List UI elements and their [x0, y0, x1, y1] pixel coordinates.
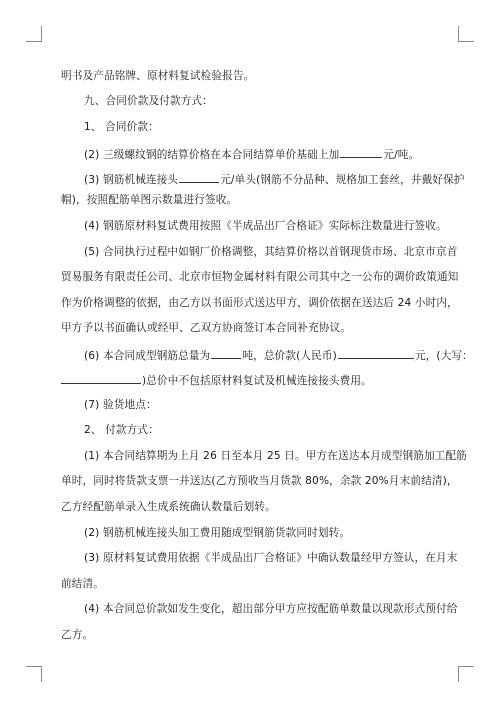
paragraph-text: )总价中不包括原材料复试及机械连接接头费用。	[142, 375, 372, 387]
text-line	[0, 321, 500, 335]
blank-field	[179, 171, 219, 183]
crop-mark-top-right	[458, 26, 474, 42]
text-line	[0, 296, 500, 310]
subsection-heading	[0, 423, 500, 437]
paragraph-text: 贸易服务有限责任公司、北京市恒物金属材料有限公司其中之一公布的调价政策通知	[61, 271, 459, 283]
paragraph-text: (5) 合同执行过程中如钢厂价格调整，其结算价格以首钢现货市场、北京市京首	[84, 246, 458, 258]
paragraph-text: 明书及产品铭牌、原材料复试检验报告。	[61, 70, 255, 82]
text-line	[0, 551, 500, 565]
paragraph-text: 元/吨。	[383, 149, 420, 161]
crop-mark-top-left	[26, 26, 42, 42]
blank-field	[340, 146, 382, 158]
text-line	[0, 69, 500, 83]
paragraph-text: 单时，同时将货款支票一并送达(乙方预收当月货款 80%，余款 20%月末前结清)，	[61, 475, 458, 487]
text-line	[0, 628, 500, 642]
paragraph-text: (4) 本合同总价款如发生变化，超出部分甲方应按配筋单数量以现款形式预付给	[84, 603, 458, 615]
blank-field	[338, 347, 414, 359]
paragraph-text: 乙方。	[61, 629, 94, 641]
text-line	[0, 171, 500, 187]
paragraph-text: 作为价格调整的依据，由乙方以书面形式送达甲方，调价依据在送达后 24 小时内，	[61, 297, 458, 309]
subsection-heading	[0, 120, 500, 134]
text-line	[0, 347, 500, 363]
paragraph-text: (6) 本合同成型钢筋总量为	[84, 350, 211, 362]
section-heading	[0, 94, 500, 108]
text-line	[0, 398, 500, 412]
paragraph-text: 前结清。	[61, 578, 104, 590]
text-line	[0, 270, 500, 284]
text-line	[0, 245, 500, 259]
paragraph-text: 元，(大写：	[414, 350, 473, 362]
paragraph-text: 元/单头(钢筋不分品种、规格加工套丝，并戴好保护	[220, 174, 465, 186]
paragraph-text: (2) 三级螺纹钢的结算价格在本合同结算单价基础上加	[84, 149, 340, 161]
crop-mark-bottom-left	[26, 666, 42, 682]
paragraph-text: (3) 钢筋机械连接头	[84, 174, 179, 186]
paragraph-text: (1) 本合同结算期为上月 26 日至本月 25 日。甲方在送达本月成型钢筋加工配筋	[84, 450, 467, 462]
text-line	[0, 372, 500, 388]
crop-mark-bottom-right	[458, 666, 474, 682]
paragraph-text: 吨，总价款(人民币)	[242, 350, 337, 362]
heading-text: 2、 付款方式：	[84, 424, 159, 436]
text-line	[0, 500, 500, 514]
paragraph-text: (2) 钢筋机械连接头加工费用随成型钢筋货款同时划转。	[84, 527, 351, 539]
blank-field	[211, 347, 241, 359]
text-line	[0, 146, 500, 162]
paragraph-text: (4) 钢筋原材料复试费用按照《半成品出厂合格证》实际标注数量进行签收。	[84, 220, 447, 232]
paragraph-text: (3) 原材料复试费用依据《半成品出厂合格证》中确认数量经甲方签认，在月末	[84, 552, 458, 564]
text-line	[0, 577, 500, 591]
text-line	[0, 474, 500, 488]
paragraph-text: 乙方经配筋单录入生成系统确认数量后划转。	[61, 501, 276, 513]
heading-text: 九、合同价款及付款方式：	[84, 95, 213, 107]
paragraph-text: 帽)，按照配筋单图示数量进行签收。	[61, 194, 238, 206]
text-line	[0, 526, 500, 540]
blank-field	[61, 372, 141, 384]
text-line	[0, 602, 500, 616]
text-line	[0, 219, 500, 233]
paragraph-text: (7) 验货地点：	[84, 399, 157, 411]
paragraph-text: 甲方予以书面确认或经甲、乙双方协商签订本合同补充协议。	[61, 322, 352, 334]
text-line	[0, 193, 500, 207]
text-line	[0, 449, 500, 463]
heading-text: 1、 合同价款：	[84, 121, 159, 133]
